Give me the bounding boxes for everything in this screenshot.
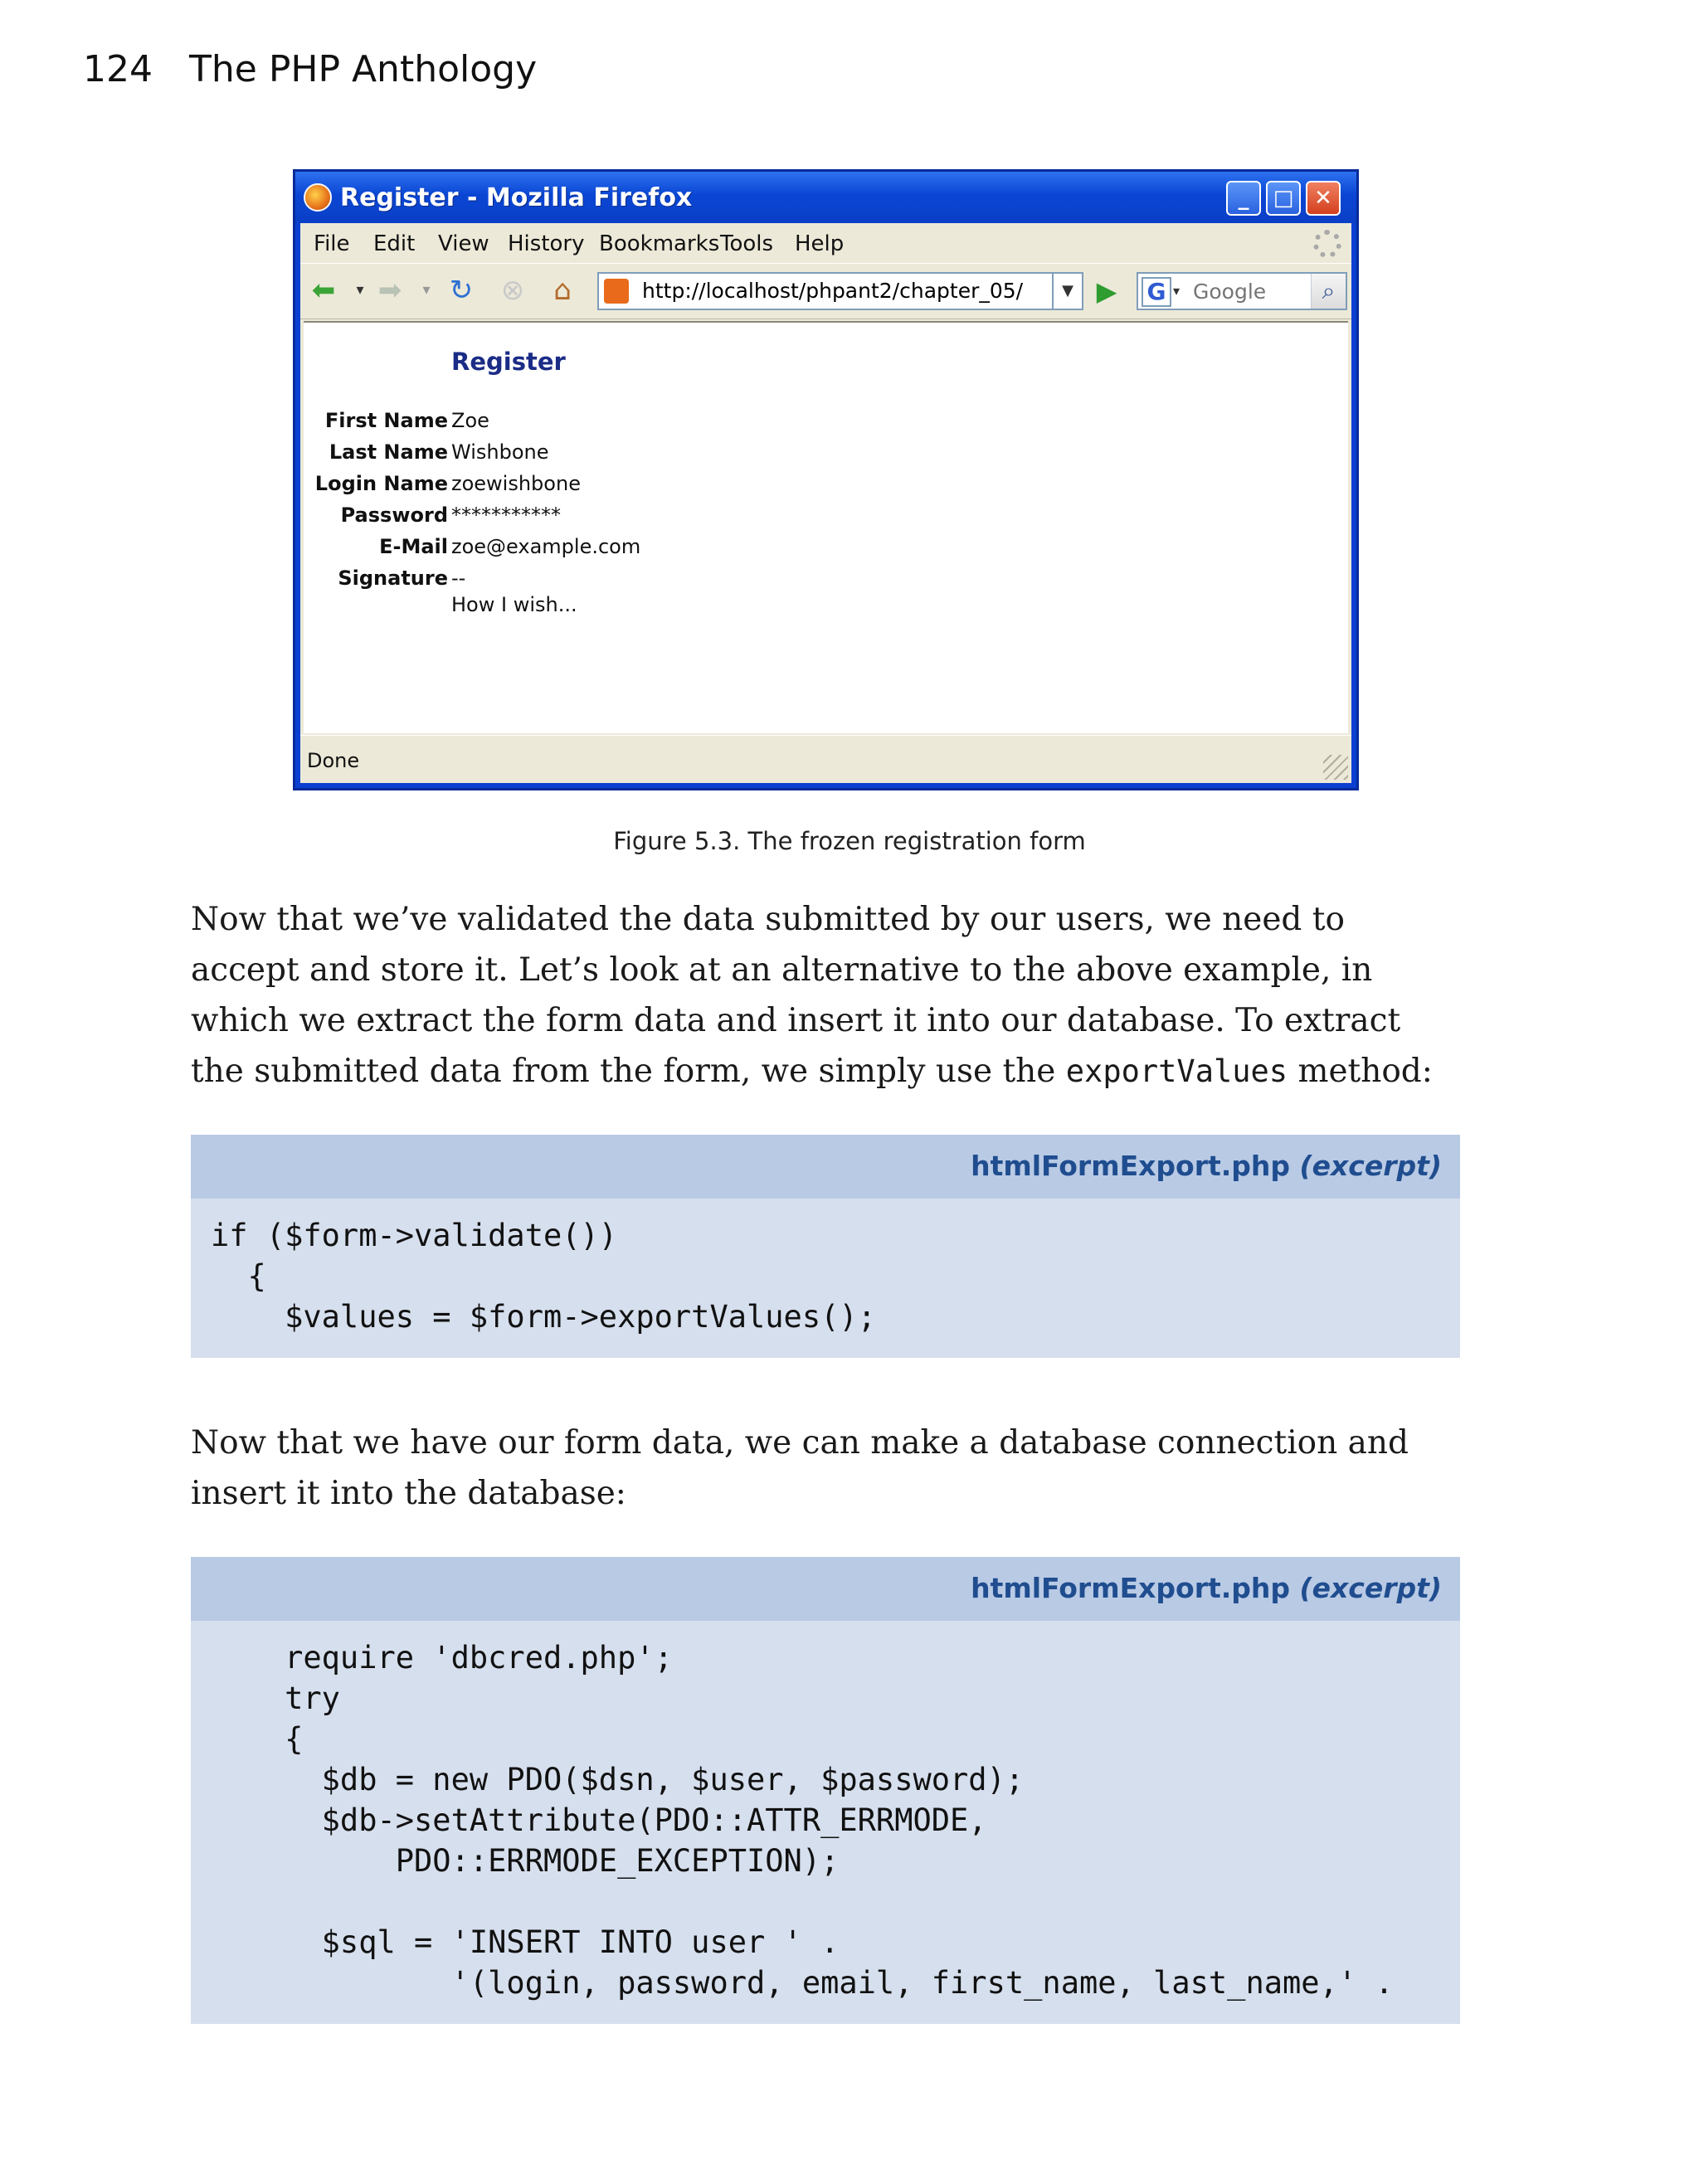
maximize-button[interactable]: □ <box>1266 181 1301 216</box>
paragraph-1-text: Now that we’ve validated the data submitted by our users, we need to accept and store it. Let’s look at an alternative to the above example, in which we extract the form data and insert it into our database. To extract the submitted data from the form, we simply use the <box>191 901 1401 1090</box>
url-dropdown-icon[interactable]: ▼ <box>1054 272 1083 310</box>
field-value: Wishbone <box>451 440 549 464</box>
firefox-logo-icon <box>304 183 332 212</box>
listing-note: (excerpt) <box>1299 1572 1442 1604</box>
magnifier-icon[interactable]: ⌕ <box>1311 274 1346 309</box>
search-engine-dropdown-icon[interactable]: ▾ <box>1173 283 1181 299</box>
site-favicon-icon <box>604 279 629 304</box>
field-value: *********** <box>451 503 561 527</box>
stop-icon[interactable]: ⊗ <box>500 274 525 307</box>
menu-bookmarks[interactable]: Bookmarks <box>599 231 720 256</box>
code-listing-2 <box>191 1557 1460 2024</box>
forward-history-dropdown-icon[interactable]: ▾ <box>422 281 431 299</box>
listing-header <box>191 1557 1460 1621</box>
listing-filename <box>971 1150 1442 1182</box>
url-text: http://localhost/phpant2/chapter_05/ <box>642 279 1024 303</box>
listing-header <box>191 1135 1460 1199</box>
navigation-toolbar <box>300 263 1351 319</box>
google-engine-icon[interactable]: G <box>1142 277 1171 307</box>
status-bar <box>300 735 1351 783</box>
throbber-icon <box>1313 230 1341 258</box>
window-titlebar[interactable] <box>295 172 1356 223</box>
page-number: 124 <box>83 48 153 90</box>
listing-note: (excerpt) <box>1299 1150 1442 1182</box>
register-heading: Register <box>451 348 566 376</box>
code-listing-1 <box>191 1135 1460 1358</box>
field-value: Zoe <box>451 409 489 432</box>
figure-caption: Figure 5.3. The frozen registration form <box>613 827 1086 855</box>
field-value: zoe@example.com <box>451 535 641 558</box>
url-bar[interactable] <box>597 272 1054 310</box>
paragraph-2: Now that we have our form data, we can make a database connection and insert it into the database: <box>191 1424 1409 1512</box>
menu-help[interactable]: Help <box>795 231 845 256</box>
menu-file[interactable]: File <box>314 231 350 256</box>
browser-screenshot <box>293 169 1359 790</box>
code-block: if ($form->validate()) { $values = $form->exportValues(); <box>211 1218 876 1335</box>
field-label: E-Mail <box>379 535 448 558</box>
go-arrow-icon[interactable]: ▶ <box>1096 275 1117 307</box>
menu-tools[interactable]: Tools <box>720 231 774 256</box>
field-label: Password <box>340 503 448 527</box>
paragraph-1-end: method: <box>1288 1053 1433 1090</box>
home-icon[interactable]: ⌂ <box>553 274 572 307</box>
running-header <box>83 48 537 90</box>
listing-file: htmlFormExport.php <box>971 1150 1291 1182</box>
field-value: -- <box>451 567 466 590</box>
menu-bar <box>300 223 1351 263</box>
page-content <box>304 321 1348 733</box>
running-title: The PHP Anthology <box>189 48 538 90</box>
back-history-dropdown-icon[interactable]: ▾ <box>356 281 364 299</box>
inline-code: exportValues <box>1065 1053 1288 1089</box>
reload-icon[interactable]: ↻ <box>449 274 474 307</box>
search-box <box>1137 272 1347 310</box>
field-label: First Name <box>324 409 448 432</box>
code-block: require 'dbcred.php'; try { $db = new PDO($dsn, $user, $password); $db->setAttribute(PDO::ATTR_ERRMODE, PDO::ERRMODE_EXCEPTION); $sql = 'INSERT INTO user ' . '(login, password, email, first_name, last_name,' . <box>285 1640 1394 2001</box>
menu-view[interactable]: View <box>438 231 489 256</box>
window-client <box>300 223 1351 783</box>
status-text: Done <box>307 749 360 772</box>
forward-arrow-icon[interactable]: ➡ <box>377 274 402 307</box>
listing-file: htmlFormExport.php <box>971 1572 1291 1604</box>
minimize-button[interactable]: _ <box>1226 181 1261 216</box>
field-label: Login Name <box>314 472 448 495</box>
field-label: Last Name <box>329 440 448 464</box>
menu-history[interactable]: History <box>508 231 585 256</box>
resize-grip-icon[interactable] <box>1323 755 1348 780</box>
menu-edit[interactable]: Edit <box>373 231 416 256</box>
window-title: Register - Mozilla Firefox <box>340 183 693 212</box>
signature-line2: How I wish... <box>451 593 577 616</box>
close-button[interactable]: ✕ <box>1306 181 1341 216</box>
back-arrow-icon[interactable]: ⬅ <box>311 274 336 307</box>
field-value: zoewishbone <box>451 472 581 495</box>
paragraph-1 <box>191 894 1460 1097</box>
field-label: Signature <box>338 567 448 590</box>
search-input[interactable] <box>1193 275 1317 307</box>
listing-filename <box>971 1572 1442 1604</box>
